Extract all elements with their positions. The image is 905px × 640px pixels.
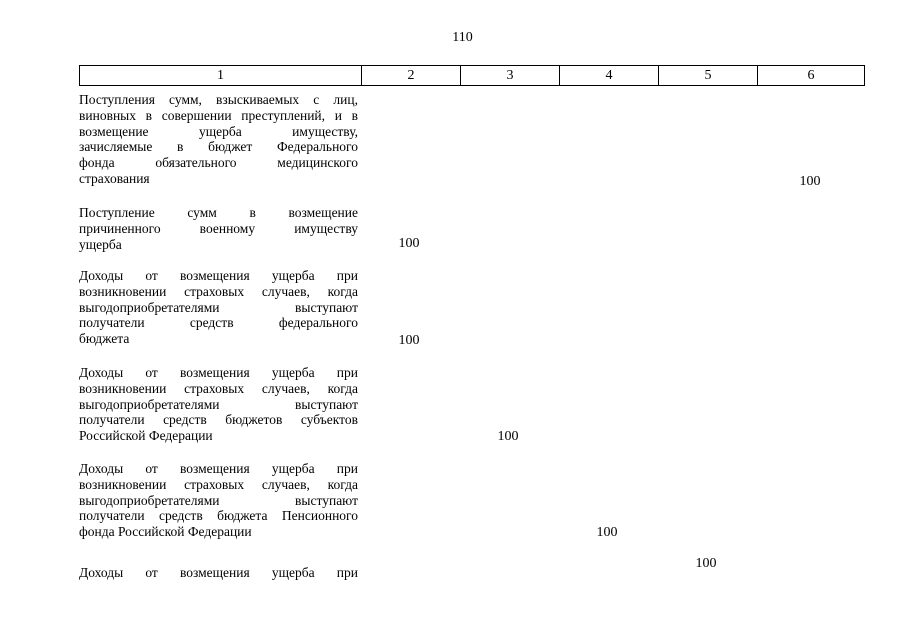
row-3-value-col-2: 100 (398, 333, 420, 348)
row-1-line-2: виновных в совершении преступлений, и в (79, 107, 358, 123)
column-header-6: 6 (758, 66, 865, 86)
row-6-line-1: Доходы от возмещения ущерба при (79, 565, 358, 580)
row-4-line-3: выгодоприобретателями выступают (79, 396, 358, 412)
column-header-1: 1 (80, 66, 362, 86)
row-3-description (79, 268, 358, 347)
row-6-value-col-5: 100 (695, 556, 717, 571)
column-header-2: 2 (362, 66, 461, 86)
column-header-3: 3 (461, 66, 560, 86)
row-1-line-3: возмещение ущерба имуществу, (79, 123, 358, 139)
row-1-line-4: зачисляемые в бюджет Федерального (79, 139, 358, 155)
row-3-line-1: Доходы от возмещения ущерба при (79, 268, 358, 283)
row-2-line-3: ущерба (79, 236, 122, 252)
row-3-line-2: возникновении страховых случаев, когда (79, 283, 358, 299)
row-3-line-5: бюджета (79, 331, 130, 347)
row-5-value-col-4: 100 (596, 525, 618, 540)
row-5-line-3: выгодоприобретателями выступают (79, 492, 358, 508)
row-5-description (79, 461, 358, 540)
row-4-description (79, 365, 358, 444)
row-3-line-4: получатели средств федерального (79, 315, 358, 331)
column-header-row (80, 66, 865, 86)
row-2-value-col-2: 100 (398, 236, 420, 251)
row-4-value-col-3: 100 (497, 429, 519, 444)
row-5-line-5: фонда Российской Федерации (79, 524, 252, 540)
row-6-description (79, 565, 358, 581)
row-5-line-1: Доходы от возмещения ущерба при (79, 461, 358, 476)
column-header-4: 4 (560, 66, 659, 86)
row-5-line-2: возникновении страховых случаев, когда (79, 476, 358, 492)
row-4-line-2: возникновении страховых случаев, когда (79, 380, 358, 396)
row-1-description (79, 92, 358, 187)
row-2-line-2: причиненного военному имуществу (79, 220, 358, 236)
row-3-line-3: выгодоприобретателями выступают (79, 299, 358, 315)
row-1-line-1: Поступления сумм, взыскиваемых с лиц, (79, 92, 358, 107)
row-4-line-1: Доходы от возмещения ущерба при (79, 365, 358, 380)
row-5-line-4: получатели средств бюджета Пенсионного (79, 508, 358, 524)
row-1-line-5: фонда обязательного медицинского (79, 155, 358, 171)
row-2-line-1: Поступление сумм в возмещение (79, 205, 358, 220)
row-4-line-4: получатели средств бюджетов субъектов (79, 412, 358, 428)
row-1-line-6: страхования (79, 170, 150, 186)
row-2-description (79, 205, 358, 252)
column-header-5: 5 (659, 66, 758, 86)
page-number: 110 (452, 30, 473, 45)
row-4-line-5: Российской Федерации (79, 428, 213, 444)
column-header-table (79, 65, 865, 86)
row-1-value-col-6: 100 (799, 174, 821, 189)
